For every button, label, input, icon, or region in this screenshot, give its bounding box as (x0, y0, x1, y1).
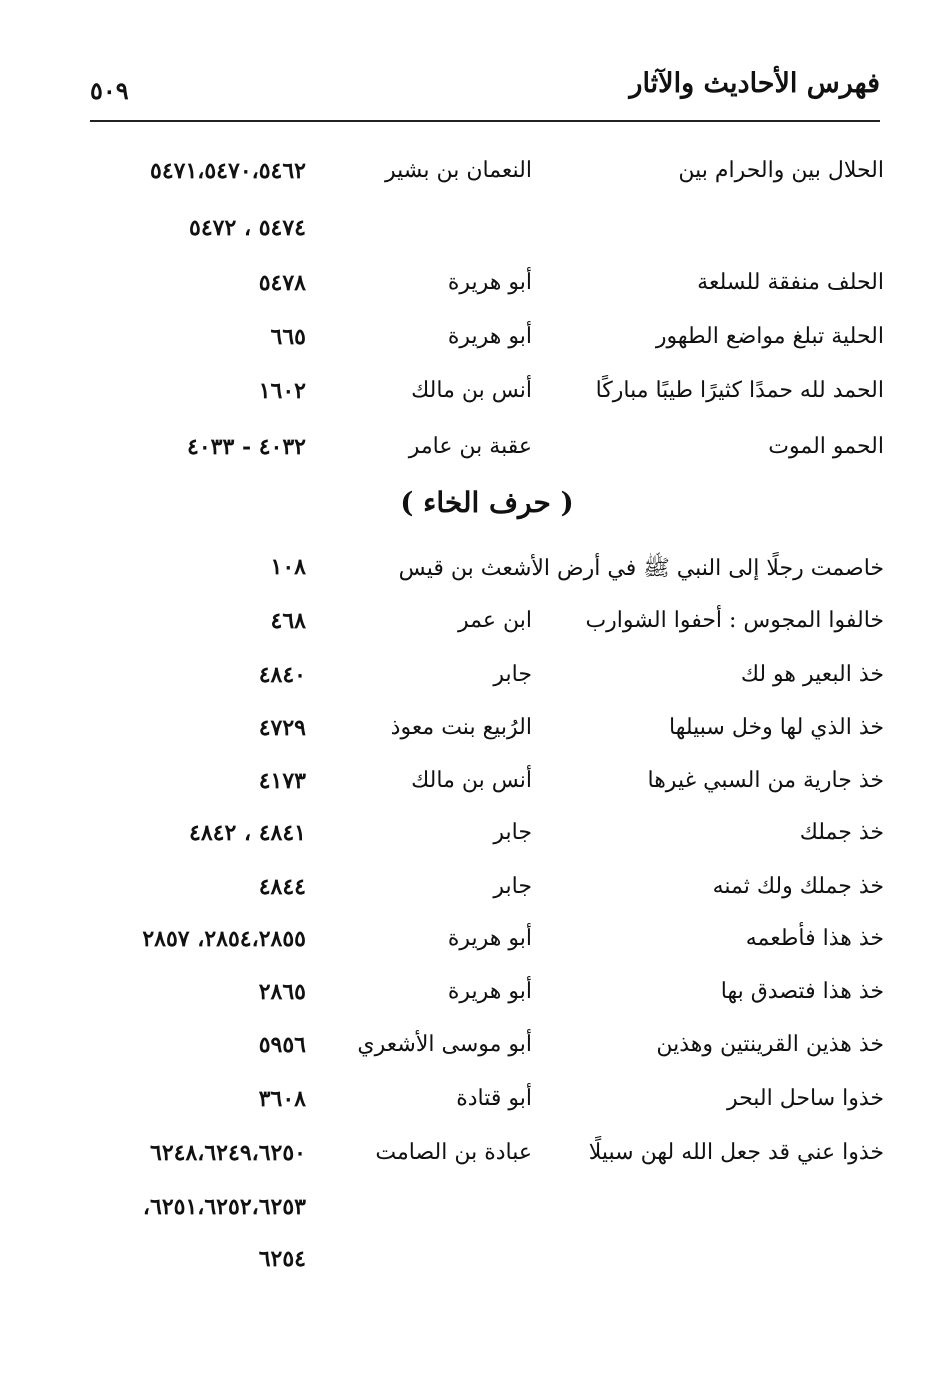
hadith-numbers: ٥٩٥٦ (258, 1032, 306, 1058)
index-row (90, 760, 884, 806)
narrator: أبو هريرة (447, 324, 532, 349)
narrator: الرُبيع بنت معوذ (390, 715, 532, 740)
index-row (90, 918, 884, 964)
narrator: أنس بن مالك (411, 378, 532, 403)
section-title: ( حرف الخاء ) (400, 486, 574, 519)
hadith-text: خالفوا المجوس : أحفوا الشوارب (585, 608, 884, 633)
narrator: أبو هريرة (447, 979, 532, 1004)
hadith-numbers: ٥٤٧٨ (258, 270, 306, 296)
index-row (90, 654, 884, 700)
index-row (90, 1132, 884, 1178)
hadith-numbers: ٤٨٤٠ (258, 662, 306, 688)
index-row (90, 1078, 884, 1124)
hadith-text: خذ الذي لها وخل سبيلها (669, 715, 884, 740)
narrator: جابر (493, 874, 532, 899)
hadith-text: خذوا ساحل البحر (726, 1086, 884, 1111)
index-row (90, 316, 884, 362)
index-row (90, 546, 884, 592)
hadith-numbers: ٤٠٣٢ - ٤٠٣٣ (187, 434, 306, 460)
index-row (90, 370, 884, 416)
hadith-numbers: ١٠٨ (270, 554, 306, 580)
hadith-numbers: ٤٦٨ (270, 608, 306, 634)
hadith-numbers: ٣٦٠٨ (258, 1086, 306, 1112)
hadith-numbers: ٤٨٤١ ، ٤٨٤٢ (189, 820, 306, 846)
hadith-numbers: ٤٨٤٤ (258, 874, 306, 900)
hadith-numbers: ٤٧٢٩ (258, 715, 306, 741)
narrator: أنس بن مالك (411, 768, 532, 793)
hadith-text: خذوا عني قد جعل الله لهن سبيلًا (588, 1140, 884, 1165)
hadith-text: خذ هذا فتصدق بها (720, 979, 884, 1004)
hadith-text: خذ جملك (799, 820, 884, 845)
index-row (90, 1024, 884, 1070)
hadith-text: خذ جملك ولك ثمنه (712, 874, 884, 899)
hadith-text: خذ هذين القرينتين وهذين (656, 1032, 884, 1057)
header-title: فهرس الأحاديث والآثار (629, 68, 880, 99)
hadith-numbers: ٥٤٧١،٥٤٧٠،٥٤٦٢ (150, 158, 306, 184)
narrator: ابن عمر (458, 608, 532, 633)
narrator: أبو هريرة (447, 926, 532, 951)
hadith-numbers: ٢٨٥٤،٢٨٥٥، ٢٨٥٧ (142, 926, 306, 952)
index-row (90, 150, 884, 196)
hadith-numbers: ٤١٧٣ (258, 768, 306, 794)
hadith-numbers: ٦٦٥ (270, 324, 306, 350)
hadith-numbers: ٦٢٥٤ (258, 1246, 306, 1272)
narrator: أبو موسى الأشعري (357, 1032, 532, 1057)
hadith-text: الحمد لله حمدًا كثيرًا طيبًا مباركًا (595, 378, 884, 403)
hadith-numbers: ١٦٠٢ (258, 378, 306, 404)
narrator: جابر (493, 662, 532, 687)
index-row (90, 600, 884, 646)
page-number: ٥٠٩ (90, 76, 129, 105)
hadith-text: الحلية تبلغ مواضع الطهور (655, 324, 884, 349)
narrator: النعمان بن بشير (384, 158, 532, 183)
narrator: عبادة بن الصامت (375, 1140, 532, 1165)
page-header (90, 60, 880, 122)
hadith-text: الحلف منفقة للسلعة (697, 270, 884, 295)
index-row (90, 1186, 884, 1232)
index-row (90, 707, 884, 753)
index-row (90, 971, 884, 1017)
hadith-text: خذ هذا فأطعمه (745, 926, 884, 951)
index-row (90, 812, 884, 858)
hadith-numbers: ٥٤٧٤ ، ٥٤٧٢ (189, 215, 306, 241)
hadith-text: الحلال بين والحرام بين (678, 158, 884, 183)
hadith-text: خاصمت رجلًا إلى النبي ﷺ في أرض الأشعث بن قيس (398, 556, 884, 581)
hadith-text: خذ جارية من السبي غيرها (647, 768, 884, 793)
narrator: أبو قتادة (456, 1086, 532, 1111)
hadith-numbers: ٢٨٦٥ (258, 979, 306, 1005)
hadith-numbers: ٦٢٤٨،٦٢٤٩،٦٢٥٠ (150, 1140, 306, 1166)
index-row (90, 1238, 884, 1284)
hadith-numbers: ٦٢٥١،٦٢٥٢،٦٢٥٣، (142, 1194, 306, 1220)
hadith-text: الحمو الموت (768, 434, 884, 459)
narrator: عقبة بن عامر (408, 434, 532, 459)
narrator: أبو هريرة (447, 270, 532, 295)
index-row (90, 426, 884, 472)
index-row (90, 262, 884, 308)
index-row (90, 866, 884, 912)
index-row (90, 207, 884, 253)
hadith-text: خذ البعير هو لك (740, 662, 884, 687)
narrator: جابر (493, 820, 532, 845)
